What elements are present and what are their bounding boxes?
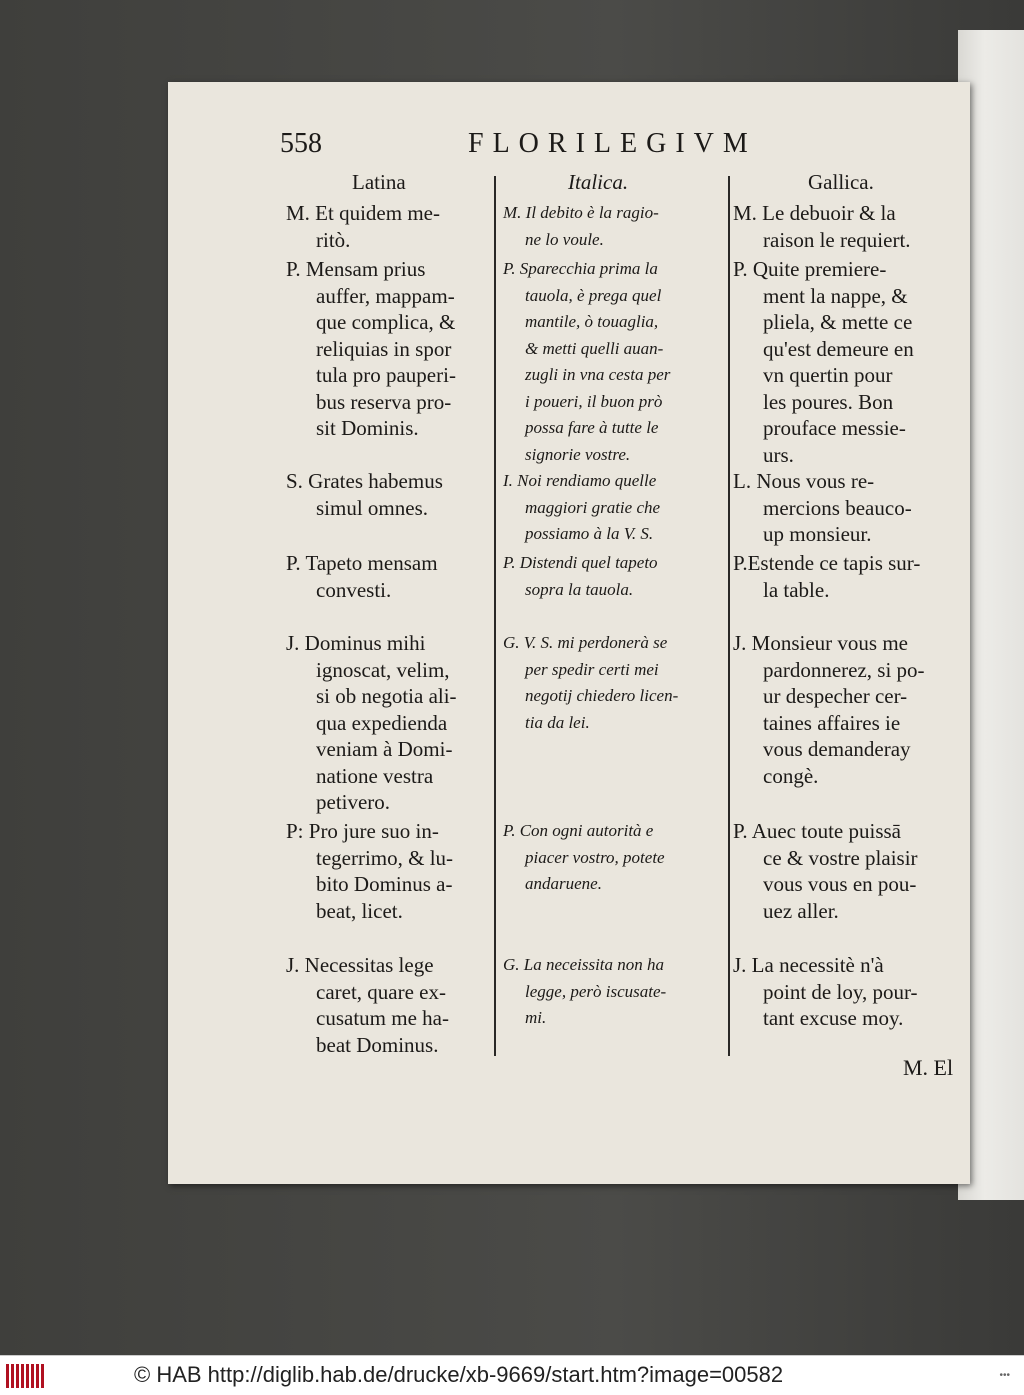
latin-line: reliquias in spor xyxy=(316,336,452,361)
french-line: mercions beauco- xyxy=(763,495,912,520)
french-line: les poures. Bon xyxy=(763,389,894,414)
french-line: P.Estende ce tapis sur- xyxy=(733,551,921,575)
french-line: raison le requiert. xyxy=(763,227,911,252)
latin-line: P. Mensam prius xyxy=(286,257,426,281)
italian-line: signorie vostre. xyxy=(525,444,631,464)
latin-line: tegerrimo, & lu- xyxy=(316,845,454,870)
italian-entry xyxy=(503,630,678,736)
french-line: up monsieur. xyxy=(763,522,872,546)
italian-line: mantile, ò touaglia, xyxy=(525,312,659,331)
latin-line: ignoscat, velim, xyxy=(316,657,450,682)
latin-line: petivero. xyxy=(316,790,391,814)
italian-entry xyxy=(503,952,666,1032)
french-line: urs. xyxy=(763,442,794,467)
latin-entry xyxy=(286,952,449,1058)
latin-line: P. Tapeto mensam xyxy=(286,551,438,575)
italian-entry xyxy=(503,200,659,253)
latin-line: J. Necessitas lege xyxy=(286,953,434,977)
latin-line: natione vestra xyxy=(316,763,434,788)
italian-line: i poueri, il buon prò xyxy=(525,391,663,411)
italian-line: P. Sparecchia prima la xyxy=(503,259,658,278)
french-line: J. La necessitè n'à xyxy=(733,953,884,977)
latin-line: S. Grates habemus xyxy=(286,469,443,493)
french-line: point de loy, pour- xyxy=(763,979,918,1004)
italian-line: possiamo à la V. S. xyxy=(525,524,654,543)
french-entry xyxy=(733,818,918,924)
latin-line: bito Dominus a- xyxy=(316,872,453,896)
french-line: ur despecher cer- xyxy=(763,684,908,708)
latin-line: cusatum me ha- xyxy=(316,1006,449,1030)
footer-menu-icon[interactable]: ••• xyxy=(999,1370,1010,1381)
french-line: P. Auec toute puissā xyxy=(733,819,901,843)
latin-line: ritò. xyxy=(316,227,351,252)
french-line: uez aller. xyxy=(763,898,839,923)
french-line: J. Monsieur vous me xyxy=(733,631,908,655)
catchword: M. El xyxy=(903,1055,954,1080)
column-heading-french: Gallica. xyxy=(808,170,874,194)
french-line: tant excuse moy. xyxy=(763,1006,904,1030)
french-line: M. Le debuoir & la xyxy=(733,201,896,225)
latin-entry xyxy=(286,468,443,521)
french-line: la table. xyxy=(763,577,830,602)
italian-line: P. Con ogni autorità e xyxy=(503,821,654,840)
latin-entry xyxy=(286,550,438,603)
italian-line: M. Il debito è la ragio- xyxy=(503,203,659,222)
french-line: qu'est demeure en xyxy=(763,336,914,361)
latin-line: J. Dominus mihi xyxy=(286,631,426,655)
italian-line: G. La neceissita non ha xyxy=(503,955,665,974)
italian-line: I. Noi rendiamo quelle xyxy=(503,471,657,490)
italian-line: ne lo voule. xyxy=(525,229,604,249)
french-line: pliela, & mette ce xyxy=(763,310,913,334)
column-heading-italian: Italica. xyxy=(568,170,629,194)
french-entry xyxy=(733,550,920,603)
italian-entry xyxy=(503,256,670,468)
latin-line: beat Dominus. xyxy=(316,1032,439,1057)
page-number: 558 xyxy=(280,128,322,159)
french-entry xyxy=(733,468,912,548)
latin-line: P: Pro jure suo in- xyxy=(286,819,439,843)
french-entry xyxy=(733,200,911,253)
footer-bar xyxy=(0,1355,1024,1395)
latin-line: simul omnes. xyxy=(316,495,429,520)
french-entry xyxy=(733,952,918,1032)
column-heading-latin: Latina xyxy=(352,170,406,194)
italian-line: zugli in vna cesta per xyxy=(525,365,671,384)
italian-line: maggiori gratie che xyxy=(525,497,661,517)
latin-entry xyxy=(286,630,457,816)
latin-line: beat, licet. xyxy=(316,898,403,923)
french-line: prouface messie- xyxy=(763,416,906,440)
italian-line: piacer vostro, potete xyxy=(525,847,665,867)
hab-logo-icon xyxy=(6,1364,46,1388)
french-line: ce & vostre plaisir xyxy=(763,845,918,870)
column-rule-right xyxy=(728,176,730,1056)
french-line: ment la nappe, & xyxy=(763,283,908,308)
french-line: P. Quite premiere- xyxy=(733,257,887,281)
latin-line: veniam à Domi- xyxy=(316,737,453,761)
french-line: taines affaires ie xyxy=(763,710,901,735)
latin-line: tula pro pauperi- xyxy=(316,363,456,387)
italian-line: tauola, è prega quel xyxy=(525,285,662,305)
french-line: vn quertin pour xyxy=(763,363,893,387)
italian-line: negotij chiedero licen- xyxy=(525,686,679,705)
latin-line: bus reserva pro- xyxy=(316,389,452,414)
latin-line: que complica, & xyxy=(316,310,456,334)
latin-line: sit Dominis. xyxy=(316,416,419,440)
italian-line: andaruene. xyxy=(525,874,602,893)
page-header xyxy=(280,128,800,168)
italian-line: sopra la tauola. xyxy=(525,579,634,599)
column-rule-left xyxy=(494,176,496,1056)
latin-line: convesti. xyxy=(316,577,392,602)
french-line: pardonnerez, si po- xyxy=(763,657,925,682)
italian-line: possa fare à tutte le xyxy=(525,418,659,437)
french-line: vous vous en pou- xyxy=(763,872,917,896)
french-line: vous demanderay xyxy=(763,737,911,761)
italian-line: P. Distendi quel tapeto xyxy=(503,553,658,572)
latin-line: qua expedienda xyxy=(316,710,448,735)
italian-entry xyxy=(503,818,665,898)
footer-citation-link[interactable]: © HAB http://diglib.hab.de/drucke/xb-9669/start.htm?image=00582 xyxy=(134,1362,784,1387)
latin-line: caret, quare ex- xyxy=(316,979,446,1004)
italian-line: mi. xyxy=(525,1008,547,1027)
italian-line: G. V. S. mi perdonerà se xyxy=(503,633,668,652)
latin-entry xyxy=(286,200,440,253)
latin-line: si ob negotia ali- xyxy=(316,684,457,708)
latin-line: auffer, mappam- xyxy=(316,283,455,308)
latin-entry xyxy=(286,256,456,442)
italian-line: legge, però iscusate- xyxy=(525,981,667,1001)
french-entry xyxy=(733,256,914,468)
running-title: FLORILEGIVM xyxy=(468,128,757,159)
french-line: L. Nous vous re- xyxy=(733,469,875,493)
french-entry xyxy=(733,630,925,789)
italian-entry xyxy=(503,468,660,548)
italian-line: per spedir certi mei xyxy=(525,659,659,679)
french-line: congè. xyxy=(763,763,819,788)
italian-line: tia da lei. xyxy=(525,712,590,732)
italian-line: & metti quelli auan- xyxy=(525,338,664,358)
latin-line: M. Et quidem me- xyxy=(286,201,440,225)
italian-entry xyxy=(503,550,658,603)
latin-entry xyxy=(286,818,453,924)
